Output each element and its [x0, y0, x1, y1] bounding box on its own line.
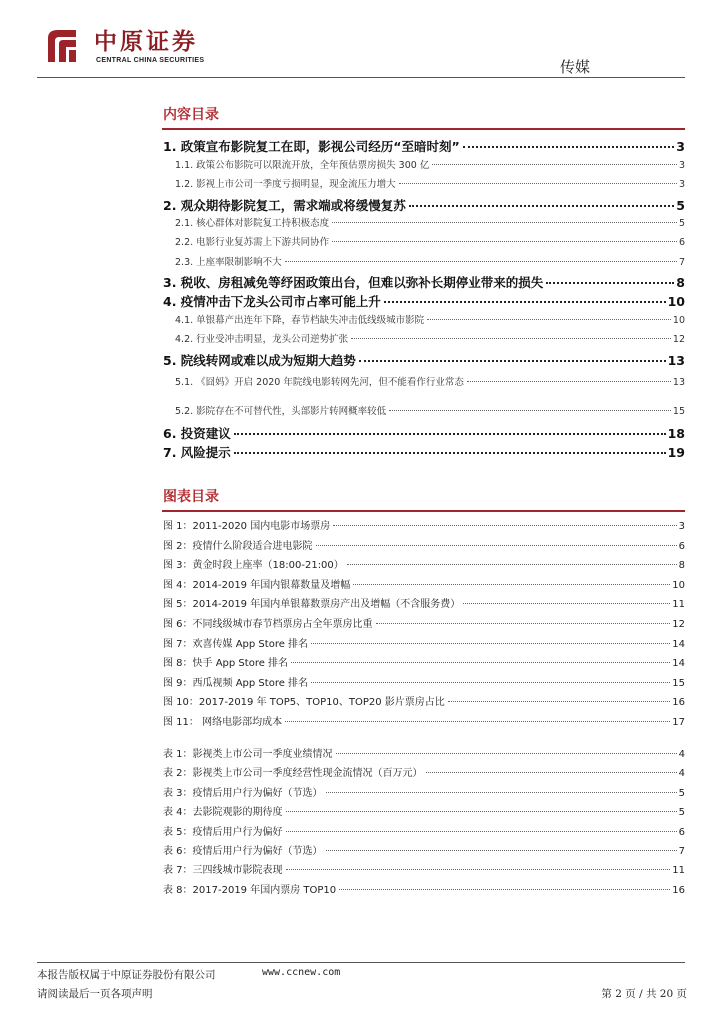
dot-leader: [285, 721, 670, 722]
toc-section-label: 1. 政策宣布影院复工在即，影视公司经历“至暗时刻”: [163, 139, 460, 154]
footer-copyright: 本报告版权属于中原证券股份有限公司: [37, 969, 216, 981]
figure-item-page: 15: [672, 677, 685, 689]
figure-item-page: 10: [672, 579, 685, 591]
dot-leader: [467, 381, 671, 382]
dot-leader: [347, 564, 677, 565]
toc-subsection-label: 4.1. 单银幕产出连年下降，春节档缺失冲击低线级城市影院: [175, 315, 425, 326]
figure-item-label: 图 1：2011-2020 国内电影市场票房: [163, 521, 331, 532]
toc-section-page: 10: [667, 294, 685, 309]
figure-item-page: 14: [672, 658, 685, 670]
dot-leader: [234, 433, 666, 435]
table-item-page: 16: [672, 884, 685, 896]
figure-item-page: 17: [672, 717, 685, 728]
dot-leader: [326, 850, 677, 851]
dot-leader: [376, 623, 671, 624]
toc-section[interactable]: [163, 443, 685, 461]
dot-leader: [291, 662, 670, 663]
toc-section[interactable]: [163, 137, 685, 155]
toc-section-page: 5: [676, 198, 685, 213]
dot-leader: [316, 545, 677, 546]
toc-subsection-label: 1.2. 影视上市公司一季度亏损明显，现金流压力增大: [175, 179, 396, 190]
table-item[interactable]: [163, 861, 685, 876]
dot-leader: [286, 869, 671, 870]
figure-item-label: 图 9：西瓜视频 App Store 排名: [163, 677, 309, 689]
company-name-en: CENTRAL CHINA SECURITIES: [96, 57, 205, 64]
toc-subsection[interactable]: [175, 374, 685, 388]
table-item-page: 4: [678, 768, 685, 780]
toc-section-label: 7. 风险提示: [163, 445, 231, 460]
figures-title: 图表目录: [163, 489, 219, 505]
toc-section[interactable]: [163, 196, 685, 214]
dot-leader: [286, 831, 677, 832]
toc-subsection-page: 3: [678, 179, 685, 190]
toc-title: 内容目录: [163, 107, 219, 123]
dot-leader: [332, 222, 677, 223]
figure-item[interactable]: [163, 713, 685, 728]
toc-subsection-label: 2.1. 核心群体对影院复工持积极态度: [175, 218, 330, 229]
table-item-label: 表 2：影视类上市公司一季度经营性现金流情况（百万元）: [163, 768, 423, 780]
dot-leader: [463, 146, 675, 148]
toc-subsection-page: 13: [672, 377, 685, 388]
toc-section-label: 4. 疫情冲击下龙头公司市占率可能上升: [163, 294, 381, 309]
figure-item[interactable]: [163, 576, 685, 591]
dot-leader: [359, 360, 666, 362]
dot-leader: [399, 183, 677, 184]
dot-leader: [432, 164, 677, 165]
toc-subsection-label: 2.2. 电影行业复苏需上下游共同协作: [175, 237, 330, 248]
toc-subsection[interactable]: [175, 234, 685, 248]
figure-item[interactable]: [163, 517, 685, 532]
dot-leader: [311, 682, 670, 683]
dot-leader: [448, 701, 670, 702]
figure-item-label: 图 11： 网络电影部均成本: [163, 717, 283, 728]
figure-item[interactable]: [163, 595, 685, 610]
dot-leader: [332, 241, 677, 242]
toc-section-page: 19: [667, 445, 685, 460]
dot-leader: [546, 282, 674, 284]
table-item[interactable]: [163, 784, 685, 799]
figures-title-divider: [162, 510, 685, 512]
table-item-label: 表 5：疫情后用户行为偏好: [163, 826, 283, 838]
dot-leader: [351, 338, 671, 339]
figure-item-label: 图 10：2017-2019 年 TOP5、TOP10、TOP20 影片票房占比: [163, 697, 445, 709]
figure-item-label: 图 4：2014-2019 年国内银幕数量及增幅: [163, 579, 351, 591]
footer-divider: [37, 962, 685, 963]
figure-item-label: 图 2：疫情什么阶段适合进电影院: [163, 540, 313, 552]
table-item-page: 5: [678, 807, 685, 819]
figure-item-page: 6: [678, 540, 685, 552]
toc-subsection-label: 5.2. 影院存在不可替代性，头部影片转网概率较低: [175, 406, 387, 417]
dot-leader: [463, 603, 670, 604]
toc-subsection-page: 15: [672, 406, 685, 417]
toc-section-label: 3. 税收、房租减免等纾困政策出台，但难以弥补长期停业带来的损失: [163, 275, 544, 290]
table-item-label: 表 1：影视类上市公司一季度业绩情况: [163, 749, 333, 760]
figure-item[interactable]: [163, 537, 685, 552]
footer-disclaimer: 请阅读最后一页各项声明: [37, 988, 153, 1000]
company-name-cn: 中原证券: [94, 28, 198, 55]
toc-subsection[interactable]: [175, 215, 685, 229]
toc-section[interactable]: [163, 424, 685, 442]
toc-section-label: 5. 院线转网或难以成为短期大趋势: [163, 353, 356, 368]
toc-subsection[interactable]: [175, 312, 685, 326]
table-item-label: 表 7：三四线城市影院表现: [163, 865, 283, 877]
figure-item[interactable]: [163, 693, 685, 708]
report-category: 传媒: [559, 58, 590, 76]
figure-item-label: 图 5：2014-2019 年国内单银幕数票房产出及增幅（不含服务费）: [163, 599, 461, 611]
table-item-page: 7: [678, 846, 685, 857]
table-item[interactable]: [163, 745, 685, 760]
toc-subsection-page: 10: [672, 315, 685, 326]
dot-leader: [286, 811, 677, 812]
toc-section-page: 18: [667, 426, 685, 441]
toc-title-divider: [162, 128, 685, 130]
figure-item[interactable]: [163, 556, 685, 571]
table-item-label: 表 6：疫情后用户行为偏好（节选）: [163, 846, 323, 857]
dot-leader: [427, 319, 671, 320]
toc-subsection-page: 6: [678, 237, 685, 248]
table-item-page: 6: [678, 826, 685, 838]
table-item-label: 表 8：2017-2019 年国内票房 TOP10: [163, 884, 337, 896]
figure-item[interactable]: [163, 674, 685, 689]
dot-leader: [285, 261, 677, 262]
toc-section[interactable]: [163, 292, 685, 310]
toc-section-page: 3: [676, 139, 685, 154]
figure-item-page: 16: [672, 697, 685, 709]
toc-section-page: 13: [667, 353, 685, 368]
dot-leader: [333, 525, 676, 526]
dot-leader: [426, 772, 677, 773]
toc-section-label: 2. 观众期待影院复工，需求端或将缓慢复苏: [163, 198, 406, 213]
table-item[interactable]: [163, 842, 685, 857]
toc-subsection-label: 1.1. 政策公布影院可以限流开放，全年预估票房损失 300 亿: [175, 160, 430, 171]
toc-subsection[interactable]: [175, 254, 685, 268]
dot-leader: [339, 889, 670, 890]
figure-item[interactable]: [163, 615, 685, 630]
dot-leader: [353, 584, 670, 585]
toc-subsection[interactable]: [175, 331, 685, 345]
table-item-label: 表 3：疫情后用户行为偏好（节选）: [163, 787, 323, 799]
toc-subsection[interactable]: [175, 157, 685, 171]
figure-item-label: 图 7：欢喜传媒 App Store 排名: [163, 638, 309, 650]
toc-subsection-label: 4.2. 行业受冲击明显，龙头公司逆势扩张: [175, 334, 349, 345]
dot-leader: [326, 792, 677, 793]
footer-website[interactable]: www.ccnew.com: [262, 967, 341, 978]
dot-leader: [384, 301, 666, 303]
dot-leader: [234, 452, 666, 454]
toc-section[interactable]: [163, 273, 685, 291]
figure-item[interactable]: [163, 654, 685, 669]
company-logo-icon: [46, 28, 78, 64]
toc-subsection-page: 7: [678, 257, 685, 268]
figure-item-page: 14: [672, 638, 685, 650]
figure-item-page: 12: [672, 619, 685, 630]
header-divider: [37, 77, 685, 78]
table-item[interactable]: [163, 803, 685, 818]
figure-item-label: 图 8：快手 App Store 排名: [163, 658, 289, 670]
toc-subsection-page: 5: [678, 218, 685, 229]
toc-subsection-label: 2.3. 上座率限制影响不大: [175, 257, 282, 268]
toc-section-label: 6. 投资建议: [163, 426, 231, 441]
toc-section[interactable]: [163, 351, 685, 369]
figure-item-page: 3: [678, 521, 685, 532]
figure-item-label: 图 6：不同线级城市春节档票房占全年票房比重: [163, 619, 373, 630]
toc-subsection-label: 5.1. 《囧妈》开启 2020 年院线电影转网先河，但不能看作行业常态: [175, 377, 464, 388]
dot-leader: [311, 643, 670, 644]
footer-page-info: 第 2 页 / 共 20 页: [601, 988, 687, 1000]
table-item[interactable]: [163, 764, 685, 779]
figure-item-page: 8: [678, 560, 685, 572]
figure-item-label: 图 3：黄金时段上座率（18:00-21:00）: [163, 560, 344, 572]
table-item[interactable]: [163, 881, 685, 896]
table-item-page: 11: [672, 865, 685, 877]
table-item[interactable]: [163, 823, 685, 838]
figure-item[interactable]: [163, 635, 685, 650]
toc-subsection-page: 3: [678, 160, 685, 171]
dot-leader: [336, 753, 677, 754]
table-item-page: 4: [678, 749, 685, 760]
dot-leader: [409, 205, 674, 207]
figure-item-page: 11: [672, 599, 685, 611]
table-item-page: 5: [678, 787, 685, 799]
table-item-label: 表 4：去影院观影的期待度: [163, 807, 283, 819]
toc-section-page: 8: [676, 275, 685, 290]
dot-leader: [389, 410, 671, 411]
toc-subsection-page: 12: [672, 334, 685, 345]
toc-subsection[interactable]: [175, 176, 685, 190]
toc-subsection[interactable]: [175, 403, 685, 417]
